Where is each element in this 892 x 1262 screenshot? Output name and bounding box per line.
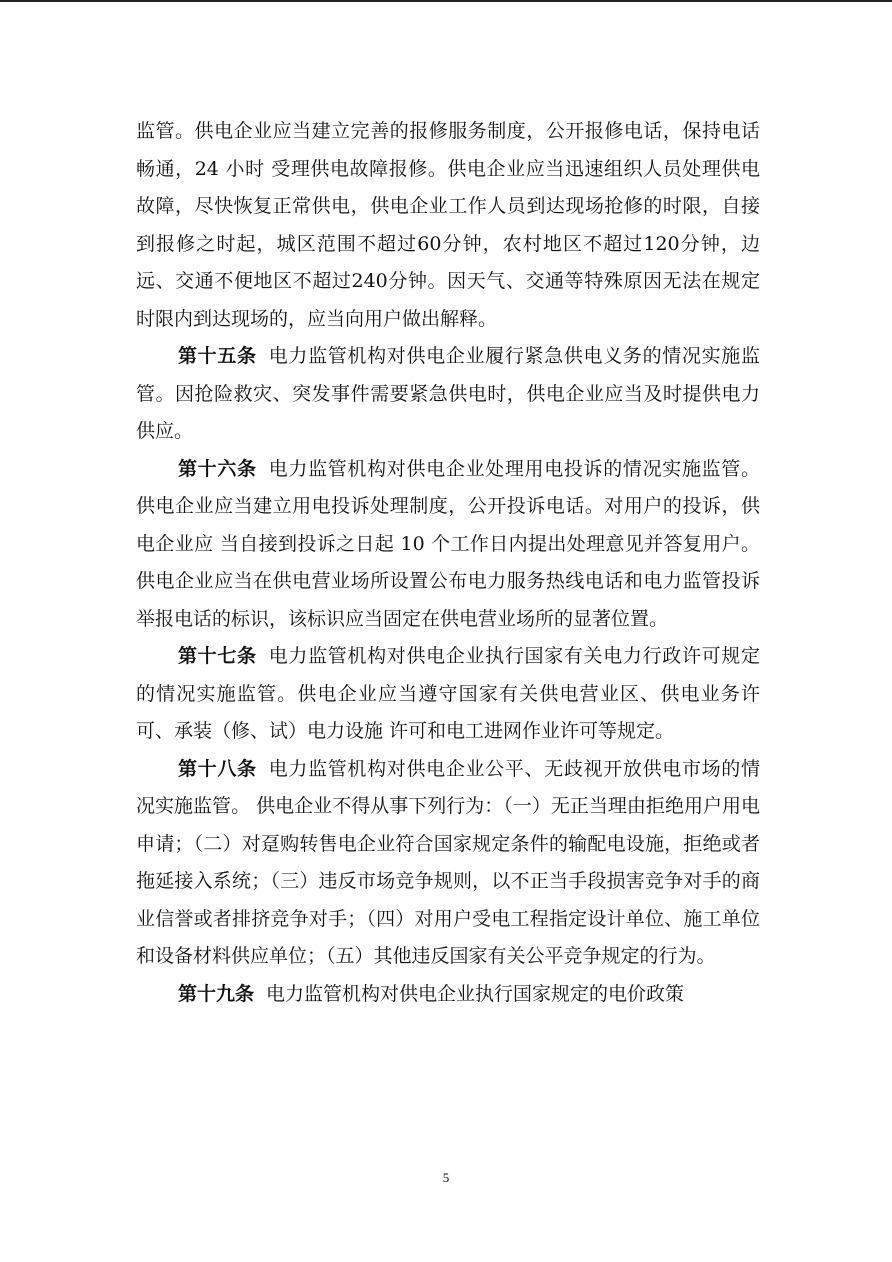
article-17 [136,638,760,751]
top-border-line [0,0,892,2]
paragraph-continuation [136,113,760,338]
article-15 [136,338,760,451]
article-heading: 第十八条 [178,757,257,780]
article-heading: 第十九条 [178,982,255,1005]
paragraph-text: 电力监管机构对供电企业处理用电投诉的情况实施监管。供电企业应当建立用电投诉处理制度，公开投诉电话。对用户的投诉，供电企业应 当自接到投诉之日起 10 个工作日内提出处理意见并答复用户。供电企业应当在供电营业场所设置公布电力服务热线电话和电力监管投诉举报电话的标识，该标识应当固定在供电营业场所的显著位置。 [136,457,760,630]
article-18 [136,751,760,976]
paragraph-text: 监管。供电企业应当建立完善的报修服务制度，公开报修电话，保持电话畅通，24 小时 受理供电故障报修。供电企业应当迅速组织人员处理供电故障，尽快恢复正常供电，供电企业工作人员到达现场抢修的时限，自接到报修之时起，城区范围不超过60分钟，农村地区不超过120分钟，边远、交通不便地区不超过240分钟。因天气、交通等特殊原因无法在规定 时限内到达现场的，应当向用户做出解释。 [136,120,760,330]
paragraph-text: 电力监管机构对供电企业执行国家规定的电价政策 [266,982,685,1005]
document-body [136,113,760,1013]
article-heading: 第十五条 [178,345,257,367]
paragraph-text: 电力监管机构对供电企业履行紧急供电义务的情况实施监管。因抢险救灾、突发事件需要紧急供电时，供电企业应当及时提供电力供应。 [136,345,760,442]
page-number: 5 [442,1170,450,1185]
article-heading: 第十七条 [178,645,257,667]
paragraph-text: 电力监管机构对供电企业公平、无歧视开放供电市场的情况实施监管。 供电企业不得从事下列行为：（一）无正当理由拒绝用户用电申请；（二）对趸购转售电企业符合国家规定条件的输配电设施，拒绝或者拖延接入系统；（三）违反市场竞争规则，以不正当手段损害竞争对手的商业信誉或者排挤竞争对手；（四）对用户受电工程指定设计单位、施工单位和设备材料供应单位；（五）其他违反国家有关公平竞争规定的行为。 [136,757,760,967]
article-19 [136,976,760,1014]
article-16 [136,451,760,639]
paragraph-text: 电力监管机构对供电企业执行国家有关电力行政许可规定的情况实施监管。供电企业应当遵守国家有关供电营业区、供电业务许可、承装（修、试）电力设施 许可和电工进网作业许可等规定。 [136,645,760,742]
article-heading: 第十六条 [178,457,257,480]
